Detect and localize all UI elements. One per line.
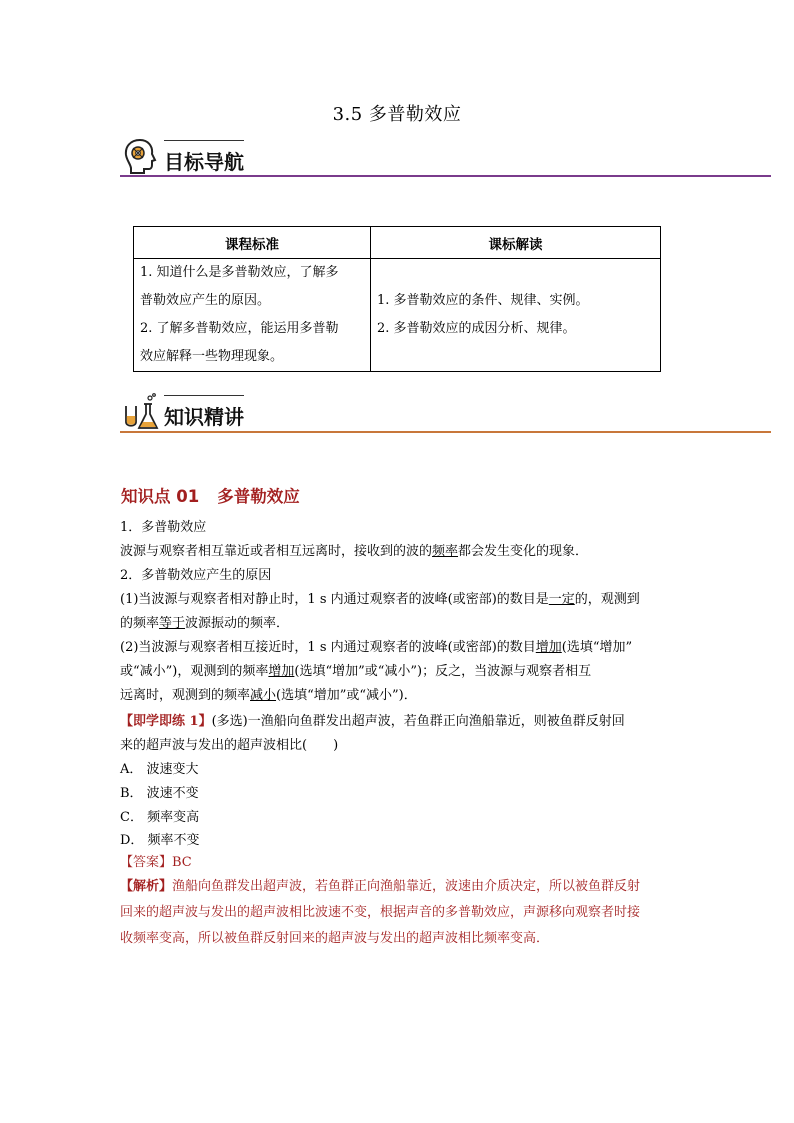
table-row <box>134 259 661 372</box>
analysis-line: 收频率变高，所以被鱼群反射回来的超声波与发出的超声波相比频率变高． <box>120 931 550 946</box>
table-header-cell: 课标解读 <box>371 227 661 259</box>
header-top-rule <box>164 395 244 396</box>
section-header-knowledge <box>120 392 771 434</box>
paragraph: (1)当波源与观察者相对静止时，1 s 内通过观察者的波峰(或密部)的数目是一定的，观测到 <box>120 592 640 607</box>
header-bottom-rule <box>120 431 771 433</box>
option-d: D． 频率不变 <box>120 833 200 848</box>
lab-flask-icon <box>120 392 162 434</box>
subheading: 1．多普勒效应 <box>120 520 207 535</box>
header-top-rule <box>164 140 244 141</box>
cell-line: 普勒效应产生的原因。 <box>140 293 271 308</box>
answer-value: BC <box>172 855 192 870</box>
analysis-line: 【解析】渔船向鱼群发出超声波，若鱼群正向渔船靠近，波速由介质决定，所以被鱼群反射 <box>120 879 641 894</box>
cell-line: 效应解释一些物理现象。 <box>140 349 284 364</box>
option-c: C． 频率变高 <box>120 810 200 825</box>
subheading: 2．多普勒效应产生的原因 <box>120 568 272 583</box>
answer-blank: 一定 <box>548 592 575 607</box>
exercise-label: 【即学即练 1】 <box>120 714 212 729</box>
cell-line: 2. 了解多普勒效应，能运用多普勒 <box>140 321 339 336</box>
paragraph: 远离时，观测到的频率减小(选填“增加”或“减小”)． <box>120 688 417 703</box>
analysis-label: 【解析】 <box>120 879 173 894</box>
answer-blank: 减小 <box>250 688 277 703</box>
section-header-goals <box>120 136 771 178</box>
cell-line: 2. 多普勒效应的成因分析、规律。 <box>377 321 576 336</box>
table-cell-standard <box>134 259 371 372</box>
answer-label: 【答案】 <box>120 855 173 870</box>
section-heading: 目标导航 <box>164 150 244 174</box>
knowledge-point-name: 多普勒效应 <box>217 487 300 506</box>
answer-blank: 增加 <box>268 664 295 679</box>
paragraph: (2)当波源与观察者相互接近时，1 s 内通过观察者的波峰(或密部)的数目增加(选填“增加” <box>120 640 633 655</box>
paragraph: 的频率等于波源振动的频率． <box>120 616 290 631</box>
cell-line: 1. 知道什么是多普勒效应，了解多 <box>140 265 339 280</box>
course-standard-table <box>133 226 661 372</box>
paragraph: 或“减小”)，观测到的频率增加(选填“增加”或“减小”)；反之，当波源与观察者相互 <box>120 664 592 679</box>
table-cell-interpretation <box>371 259 661 372</box>
cell-line: 1. 多普勒效应的条件、规律、实例。 <box>377 293 589 308</box>
table-header-row <box>134 227 661 259</box>
answer-blank: 增加 <box>535 640 562 655</box>
answer-blank: 等于 <box>159 616 186 631</box>
section-heading: 知识精讲 <box>164 405 244 429</box>
exercise-question: 来的超声波与发出的超声波相比( ) <box>120 738 339 753</box>
knowledge-point-number: 知识点 01 <box>121 487 200 506</box>
exercise-block <box>120 710 680 952</box>
option-a: A． 波速变大 <box>120 762 199 777</box>
table-header-cell: 课程标准 <box>134 227 371 259</box>
answer-blank: 频率 <box>432 544 459 559</box>
paragraph: 波源与观察者相互靠近或者相互远离时，接收到的波的频率都会发生变化的现象． <box>120 544 589 559</box>
analysis-line: 回来的超声波与发出的超声波相比波速不变，根据声音的多普勒效应，声源移向观察者时接 <box>120 905 641 920</box>
option-b: B． 波速不变 <box>120 786 199 801</box>
content-body <box>120 516 680 708</box>
exercise-question: 【即学即练 1】(多选)一渔船向鱼群发出超声波，若鱼群正向渔船靠近，则被鱼群反射回 <box>120 714 625 729</box>
knowledge-point-title <box>121 483 300 507</box>
page-title: 3.5 多普勒效应 <box>332 104 462 125</box>
brain-gear-icon <box>120 136 160 176</box>
header-bottom-rule <box>120 175 771 177</box>
answer-line <box>120 852 680 874</box>
